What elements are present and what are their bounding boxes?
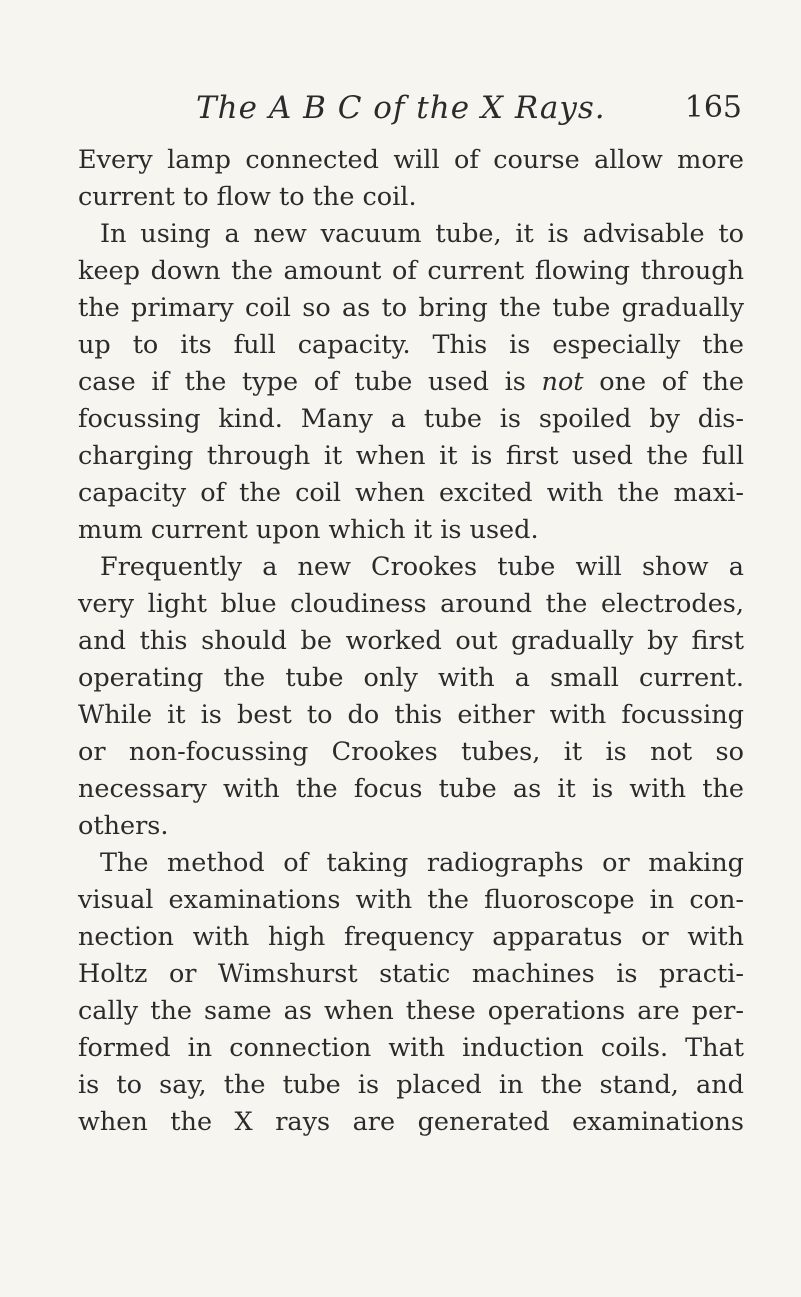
text-line: Every lamp connected will of course allow more <box>78 145 744 175</box>
running-header <box>78 88 744 128</box>
text-line: is to say, the tube is placed in the stand, and <box>78 1070 744 1100</box>
text-segment: one of the <box>583 367 744 397</box>
text-line: While it is best to do this either with focussing <box>78 700 744 730</box>
page-number: 165 <box>684 90 742 125</box>
text-line: up to its full capacity. This is especially the <box>78 330 744 360</box>
text-line: others. <box>78 811 169 841</box>
text-line: necessary with the focus tube as it is with the <box>78 774 744 804</box>
text-line: cally the same as when these operations are per- <box>78 996 744 1026</box>
text-line: charging through it when it is first used the full <box>78 441 744 471</box>
text-line: current to flow to the coil. <box>78 182 417 212</box>
text-line: nection with high frequency apparatus or with <box>78 922 744 952</box>
text-line: the primary coil so as to bring the tube gradually <box>78 293 744 323</box>
text-line: In using a new vacuum tube, it is advisable to <box>100 219 744 249</box>
text-line: formed in connection with induction coils. That <box>78 1033 744 1063</box>
text-line: Holtz or Wimshurst static machines is practi- <box>78 959 744 989</box>
text-segment: case if the type of tube used is <box>78 367 542 397</box>
text-line-with-emphasis <box>78 364 744 401</box>
text-line: very light blue cloudiness around the electrodes, <box>78 589 744 619</box>
text-line: capacity of the coil when excited with the maxi- <box>78 478 744 508</box>
text-line: when the X rays are generated examinations <box>78 1107 744 1137</box>
text-line: visual examinations with the fluoroscope in con- <box>78 885 744 915</box>
text-line: and this should be worked out gradually by first <box>78 626 744 656</box>
text-line: mum current upon which it is used. <box>78 515 539 545</box>
text-line: The method of taking radiographs or making <box>100 848 744 878</box>
text-line: keep down the amount of current flowing through <box>78 256 744 286</box>
text-line: focussing kind. Many a tube is spoiled by dis- <box>78 404 744 434</box>
body-text <box>78 142 744 1141</box>
emphasized-word: not <box>541 367 584 397</box>
text-line: Frequently a new Crookes tube will show a <box>100 552 744 582</box>
running-title: The A B C of the X Rays. <box>196 90 606 126</box>
text-line: or non-focussing Crookes tubes, it is not so <box>78 737 744 767</box>
text-line: operating the tube only with a small current. <box>78 663 744 693</box>
